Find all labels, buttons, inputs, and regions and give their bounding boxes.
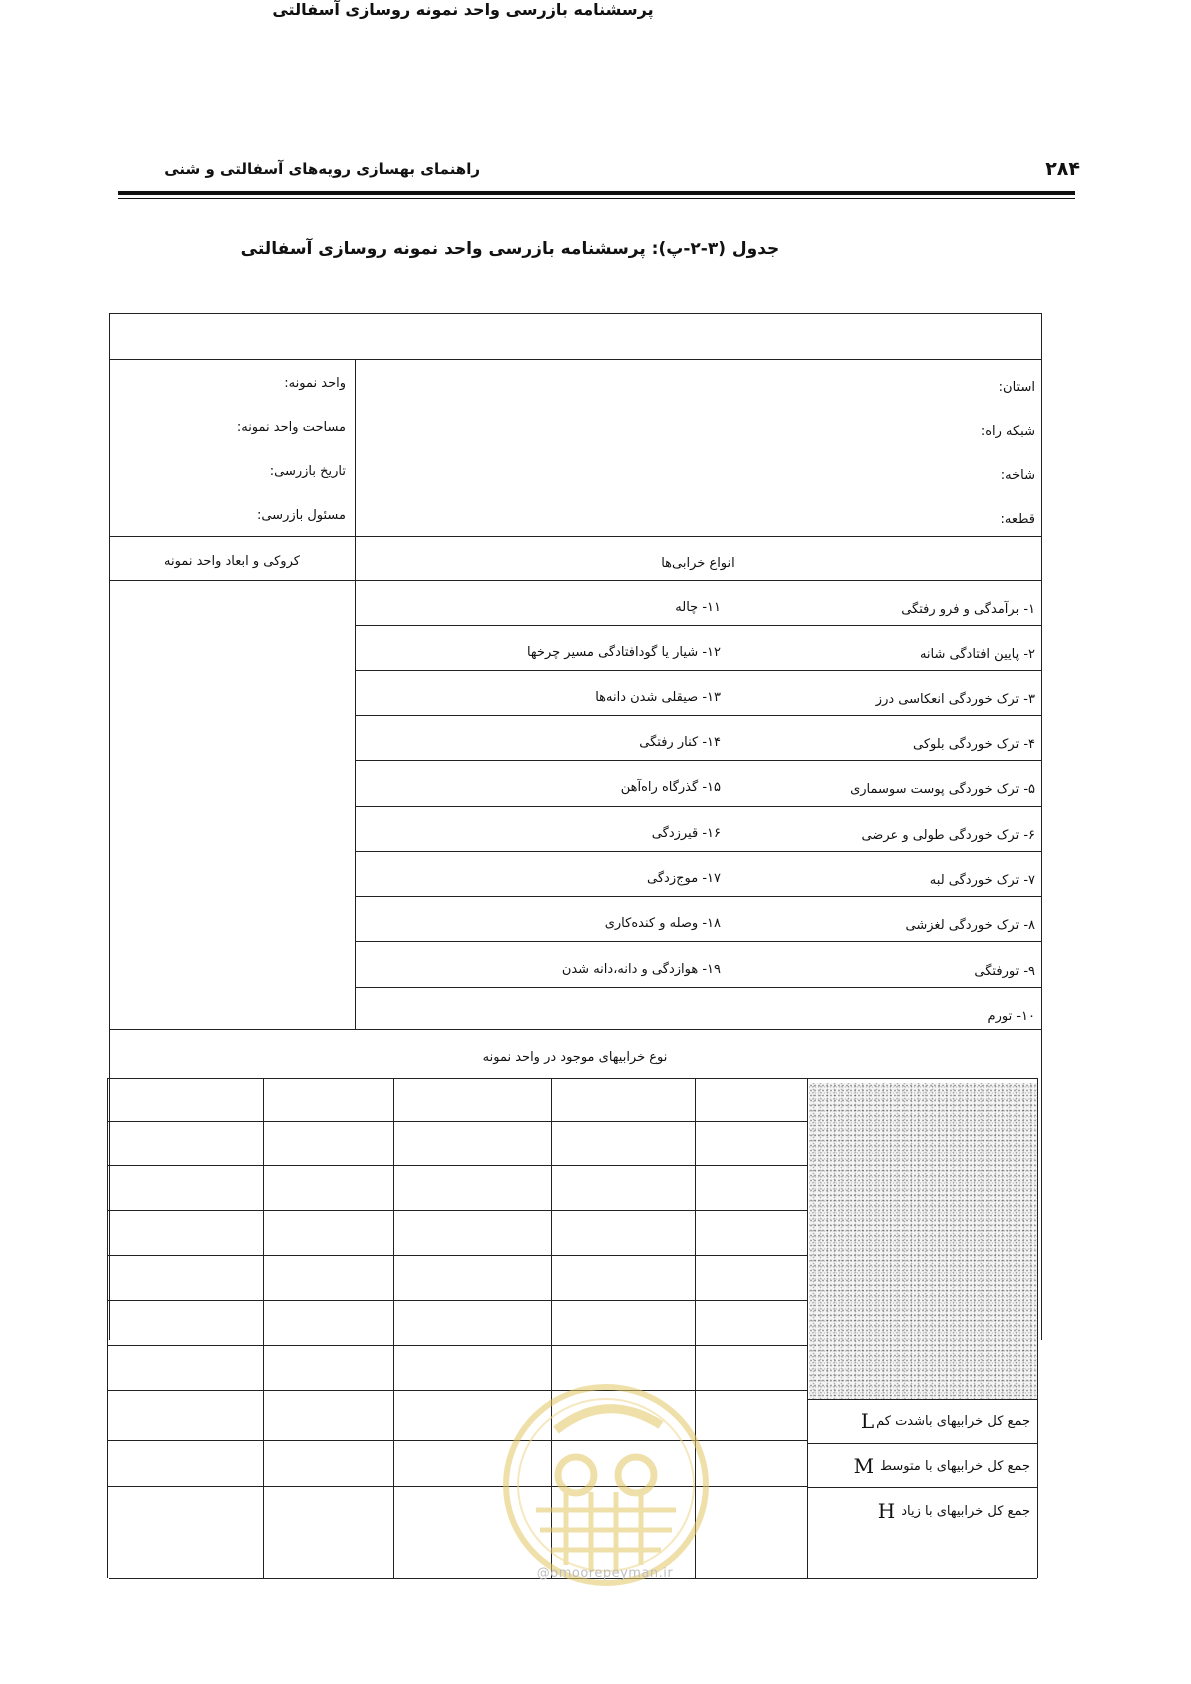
form-border-top (109, 313, 1041, 314)
scan-noise-area (809, 1083, 1037, 1399)
distress-item: ۱۱- چاله (675, 600, 721, 615)
total-high-label: جمع کل خرابیهای با زیاد (901, 1503, 1030, 1519)
total-low-row (812, 1402, 1030, 1440)
row-line (355, 670, 1041, 671)
distress-item: ۱۷- موج‌زدگی (647, 871, 721, 886)
grid-row-line (807, 1399, 1037, 1400)
sketch-header: کروکی و ابعاد واحد نمونه (164, 554, 300, 569)
distress-item: ۱۹- هوازدگی و دانه،دانه شدن (561, 962, 721, 977)
divider (109, 580, 1041, 581)
grid-row-line (107, 1210, 807, 1211)
field-sample-area: مساحت واحد نمونه: (236, 420, 346, 435)
divider (109, 536, 1041, 537)
distress-item: ۵- ترک خوردگی پوست سوسماری (850, 782, 1035, 797)
row-line (355, 715, 1041, 716)
field-sample-unit: واحد نمونه: (284, 376, 346, 391)
watermark-logo-graphic (496, 1380, 716, 1590)
distress-types-header: انواع خرابی‌ها (661, 556, 735, 571)
row-line (355, 896, 1041, 897)
existing-distress-header: نوع خرابیهای موجود در واحد نمونه (482, 1050, 668, 1065)
header-rule (118, 191, 1075, 195)
grid-row-line (807, 1443, 1037, 1444)
row-line (355, 806, 1041, 807)
row-line (355, 625, 1041, 626)
distress-item: ۱۴- کنار رفتگی (639, 735, 721, 750)
field-inspector: مسئول بازرسی: (256, 508, 346, 523)
book-title: راهنمای بهسازی رویه‌های آسفالتی و شنی (164, 160, 480, 178)
distress-item: ۱۰- تورم (987, 1009, 1035, 1024)
distress-item: ۱۲- شیار یا گودافتادگی مسیر چرخها (526, 645, 721, 660)
distress-item: ۱۵- گذرگاه راه‌آهن (620, 780, 721, 795)
header-rule-thin (118, 198, 1075, 199)
divider (109, 1029, 1041, 1030)
page-number: ۲۸۴ (1045, 158, 1080, 180)
table-caption: جدول (۳-۲-پ): پرسشنامه بازرسی واحد نمونه روسازی آسفالتی (240, 239, 780, 259)
total-medium-label: جمع کل خرابیهای با متوسط (880, 1458, 1030, 1474)
grid-border-left (107, 1078, 108, 1578)
form-border-left (109, 313, 110, 1340)
grid-row-line (107, 1300, 807, 1301)
field-inspection-date: تاریخ بازرسی: (269, 464, 346, 479)
field-branch: شاخه: (1000, 468, 1035, 483)
distress-item: ۸- ترک خوردگی لغزشی (905, 918, 1035, 933)
distress-item: ۴- ترک خوردگی بلوکی (912, 737, 1035, 752)
row-line (355, 760, 1041, 761)
severity-medium-symbol: M (853, 1454, 875, 1478)
distress-item: ۳- ترک خوردگی انعکاسی درز (875, 692, 1035, 707)
form-border-right (1041, 313, 1042, 1340)
grid-row-line (107, 1121, 807, 1122)
field-road-network: شبکه راه: (980, 424, 1035, 439)
total-medium-row (812, 1447, 1030, 1485)
form-title: پرسشنامه بازرسی واحد نمونه روسازی آسفالتی (272, 0, 654, 19)
grid-col-line (393, 1078, 394, 1578)
severity-high-symbol: H (877, 1499, 896, 1523)
row-line (355, 987, 1041, 988)
grid-col-line (263, 1078, 264, 1578)
field-province: استان: (998, 380, 1035, 395)
distress-item: ۶- ترک خوردگی طولی و عرضی (861, 828, 1035, 843)
grid-row-line (107, 1255, 807, 1256)
grid-row-line (107, 1165, 807, 1166)
distress-item: ۹- تورفتگی (974, 964, 1035, 979)
grid-row-line (807, 1487, 1037, 1488)
field-section: قطعه: (1000, 512, 1035, 527)
section-divider (355, 359, 356, 1029)
watermark-url: @omoorepeyman.ir (536, 1566, 674, 1581)
total-high-row (812, 1492, 1030, 1530)
grid-row-line (107, 1345, 807, 1346)
distress-item: ۲- پایین افتادگی شانه (919, 647, 1035, 662)
severity-low-symbol: L (860, 1409, 875, 1433)
grid-border-right (1037, 1078, 1038, 1578)
total-low-label: جمع کل خرابیهای باشدت کم (876, 1413, 1030, 1429)
grid-col-line (807, 1078, 808, 1578)
distress-item: ۱۳- صیقلی شدن دانه‌ها (595, 690, 721, 705)
distress-item: ۱۸- وصله و کنده‌کاری (604, 916, 721, 931)
watermark-logo (496, 1380, 716, 1590)
divider (109, 359, 1041, 360)
distress-item: ۷- ترک خوردگی لبه (929, 873, 1035, 888)
row-line (355, 851, 1041, 852)
distress-item: ۱۶- قیرزدگی (651, 826, 721, 841)
distress-item: ۱- برآمدگی و فرو رفتگی (901, 602, 1035, 617)
row-line (355, 941, 1041, 942)
divider (107, 1078, 1037, 1079)
